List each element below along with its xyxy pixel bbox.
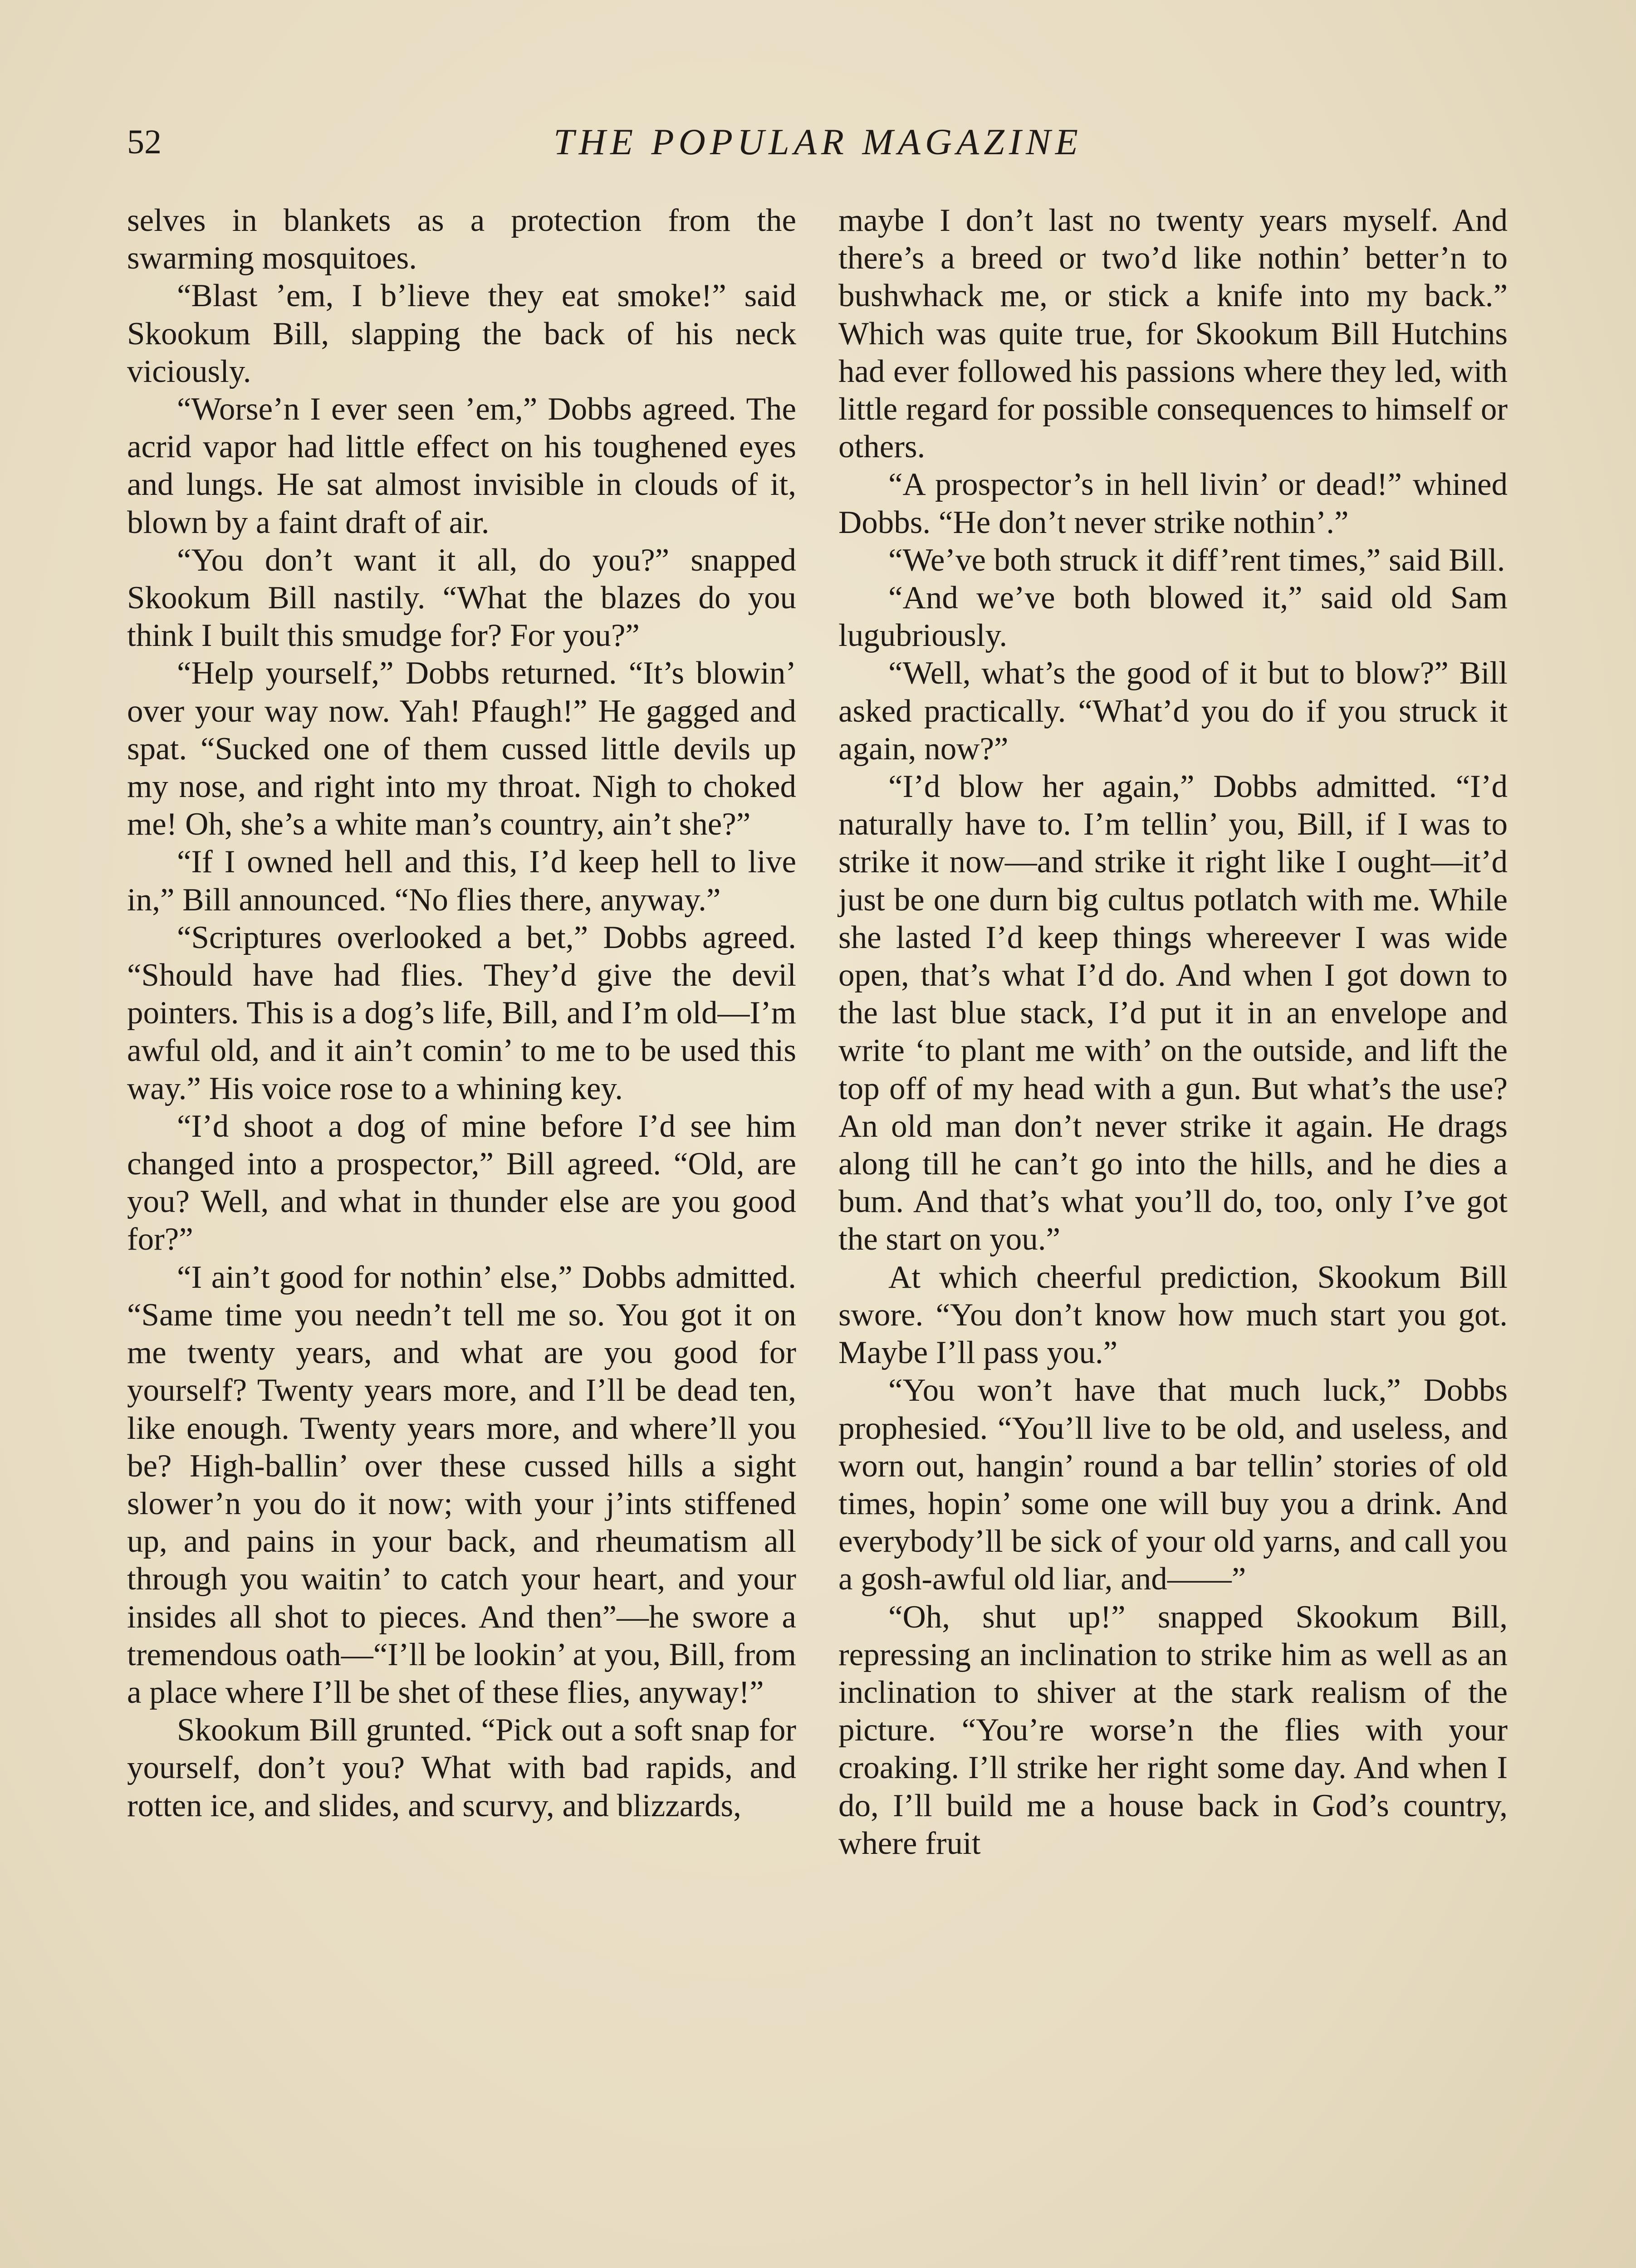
paragraph: “Worse’n I ever seen ’em,” Dobbs agreed. The acrid vapor had little effect on his toughened eyes and lungs. He sat almost invisible in clouds of it, blown by a faint draft of air. xyxy=(127,391,796,540)
paragraph: “We’ve both struck it diff’rent times,” said Bill. xyxy=(888,542,1505,578)
paragraph: “Help yourself,” Dobbs returned. “It’s blowin’ over your way now. Yah! Pfaugh!” He gagged and spat. “Sucked one of them cussed little devils up my nose, and right into my throat. Nigh to choked me! Oh, she’s a white man’s country, ain’t she?” xyxy=(127,655,796,842)
paragraph: “If I owned hell and this, I’d keep hell to live in,” Bill announced. “No flies there, anyway.” xyxy=(127,844,796,918)
running-title: THE POPULAR MAGAZINE xyxy=(553,121,1083,162)
paragraph: “You won’t have that much luck,” Dobbs prophesied. “You’ll live to be old, and useless, and worn out, hangin’ round a bar tellin’ stories of old times, hopin’ some one will buy you a drink. And everybody’ll be sick of your old yarns, and call you a gosh-awful old liar, and——” xyxy=(838,1373,1508,1597)
paragraph: “Scriptures overlooked a bet,” Dobbs agreed. “Should have had flies. They’d give the devil pointers. This is a dog’s life, Bill, and I’m old—I’m awful old, and it ain’t comin’ to me to be used this way.” His voice rose to a whining key. xyxy=(127,919,796,1106)
paragraph: “Blast ’em, I b’lieve they eat smoke!” said Skookum Bill, slapping the back of his neck viciously. xyxy=(127,278,796,389)
page-number: 52 xyxy=(127,123,162,161)
paragraph: “A prospector’s in hell livin’ or dead!” whined Dobbs. “He don’t never strike nothin’.” xyxy=(838,467,1508,540)
paragraph: “Well, what’s the good of it but to blow?” Bill asked practically. “What’d you do if you struck it again, now?” xyxy=(838,655,1508,767)
right-column xyxy=(838,202,1508,1862)
paragraph: “And we’ve both blowed it,” said old Sam lugubriously. xyxy=(838,580,1508,654)
paragraph: Skookum Bill grunted. “Pick out a soft snap for yourself, don’t you? What with bad rapids, and rotten ice, and slides, and scurvy, and blizzards, xyxy=(127,1712,796,1823)
paragraph: At which cheerful prediction, Skookum Bill swore. “You don’t know how much start you got. Maybe I’ll pass you.” xyxy=(838,1259,1508,1371)
paragraph: “I’d shoot a dog of mine before I’d see him changed into a prospector,” Bill agreed. “Old, are you? Well, and what in thunder else are you good for?” xyxy=(127,1108,796,1257)
paragraph: “I’d blow her again,” Dobbs admitted. “I’d naturally have to. I’m tellin’ you, Bill, if I was to strike it now—and strike it right like I ought—it’d just be one durn big cultus potlatch with me. While she lasted I’d keep things whereever I was wide open, that’s what I’d do. And when I got down to the last blue stack, I’d put it in an envelope and write ‘to plant me with’ on the outside, and lift the top off of my head with a gun. But what’s the use? An old man don’t never strike it again. He drags along till he can’t go into the hills, and he dies a bum. And that’s what you’ll do, too, only I’ve got the start on you.” xyxy=(838,769,1508,1257)
paragraph: “Oh, shut up!” snapped Skookum Bill, repressing an inclination to strike him as well as an inclination to shiver at the stark realism of the picture. “You’re worse’n the flies with your croaking. I’ll strike her right some day. And when I do, I’ll build me a house back in God’s country, where fruit xyxy=(838,1599,1508,1861)
paragraph: “I ain’t good for nothin’ else,” Dobbs admitted. “Same time you needn’t tell me so. You got it on me twenty years, and what are you good for yourself? Twenty years more, and I’ll be dead ten, like enough. Twenty years more, and where’ll you be? High-ballin’ over these cussed hills a sight slower’n you do it now; with your j’ints stiffened up, and pains in your back, and rheumatism all through you waitin’ to catch your heart, and your insides all shot to pieces. And then”—he swore a tremendous oath—“I’ll be lookin’ at you, Bill, from a place where I’ll be shet of these flies, anyway!” xyxy=(127,1259,796,1710)
paragraph: “You don’t want it all, do you?” snapped Skookum Bill nastily. “What the blazes do you think I built this smudge for? For you?” xyxy=(127,542,796,654)
left-column xyxy=(127,202,796,1825)
paragraph: maybe I don’t last no twenty years myself. And there’s a breed or two’d like nothin’ better’n to bushwhack me, or stick a knife into my back.” Which was quite true, for Skookum Bill Hutchins had ever followed his passions where they led, with little regard for possible consequences to himself or others. xyxy=(838,203,1508,465)
page-header xyxy=(127,117,1509,167)
paragraph: selves in blankets as a protection from the swarming mosquitoes. xyxy=(127,203,796,276)
